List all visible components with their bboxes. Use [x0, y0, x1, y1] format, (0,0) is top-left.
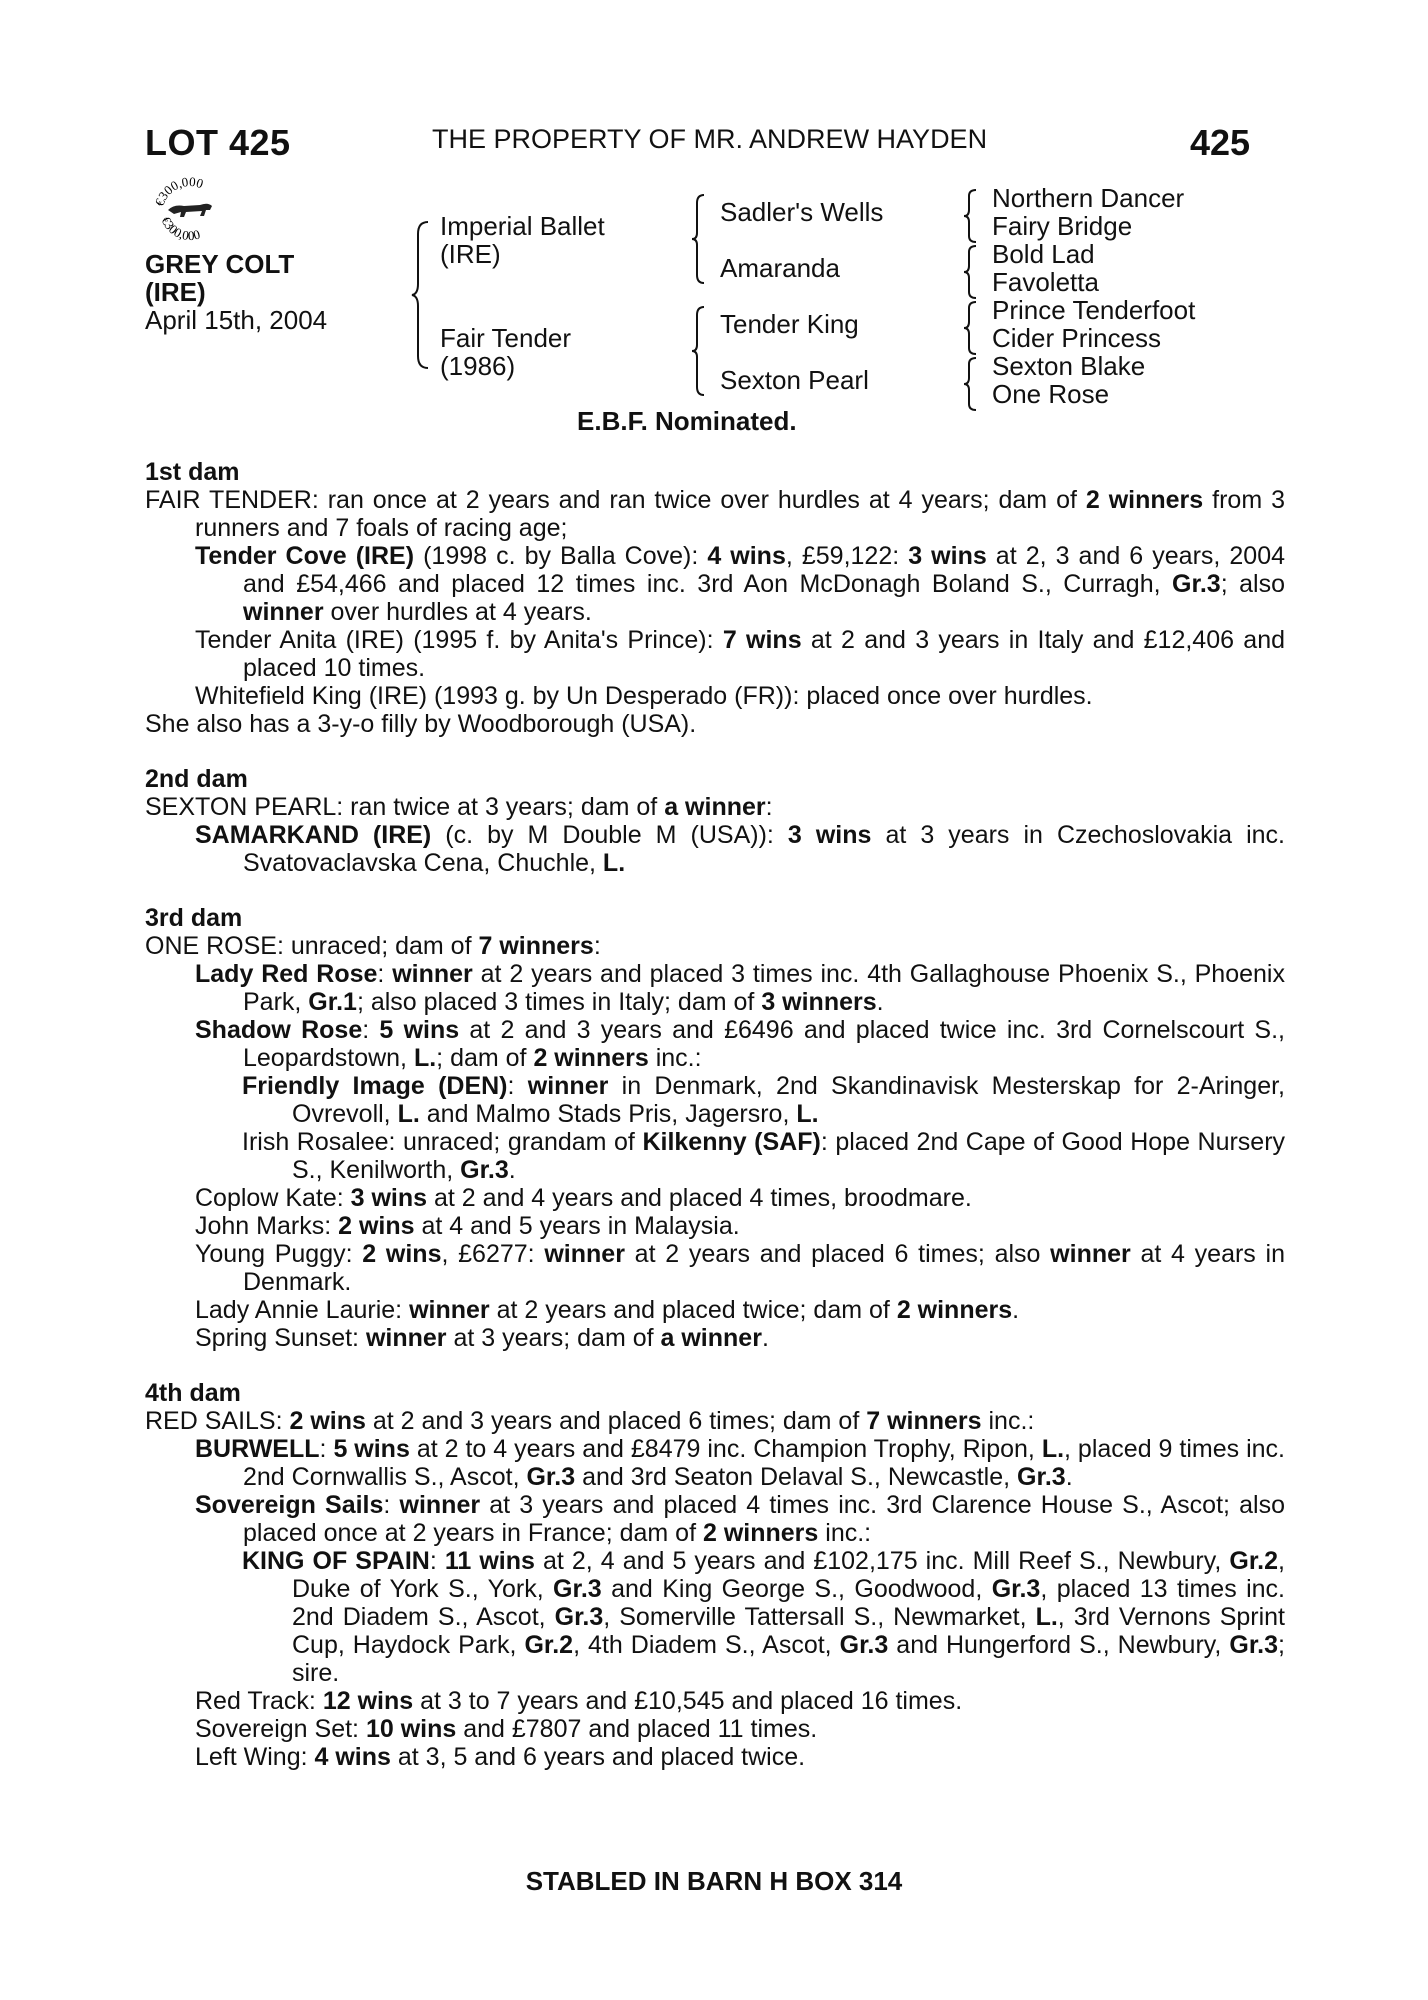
pedigree-gen2-3: Tender King: [720, 309, 859, 339]
lot-label: LOT 425: [145, 122, 291, 163]
progeny-entry: Tender Anita (IRE) (1995 f. by Anita's Prince): 7 wins at 2 and 3 years in Italy and £12,406 and placed 10 times.: [195, 626, 1285, 682]
pedigree-brace-g3-2: [962, 244, 978, 300]
progeny-entry: Lady Red Rose: winner at 2 years and placed 3 times inc. 4th Gallaghouse Phoenix S., Phoenix Park, Gr.1; also placed 3 times in Italy; dam of 3 winners.: [195, 960, 1285, 1016]
progeny-entry: BURWELL: 5 wins at 2 to 4 years and £8479 inc. Champion Trophy, Ripon, L., placed 9 times inc. 2nd Cornwallis S., Ascot, Gr.3 and 3rd Seaton Delaval S., Newcastle, Gr.3.: [195, 1435, 1285, 1491]
dam-entry: SEXTON PEARL: ran twice at 3 years; dam of a winner:: [145, 793, 773, 821]
pedigree-brace-g3-4: [962, 356, 978, 412]
horse-description: [145, 250, 327, 334]
pedigree-gen2-1: Sadler's Wells: [720, 197, 884, 227]
progeny-entry: Spring Sunset: winner at 3 years; dam of a winner.: [195, 1324, 769, 1352]
pedigree-gen3-4: Favoletta: [992, 267, 1099, 297]
progeny-entry: Friendly Image (DEN): winner in Denmark, 2nd Skandinavisk Mesterskap for 2-Aringer, Ovrevoll, L. and Malmo Stads Pris, Jagersro, L.: [242, 1072, 1285, 1128]
dam-entry: ONE ROSE: unraced; dam of 7 winners:: [145, 932, 601, 960]
section-4th-dam: 4th dam: [145, 1379, 241, 1407]
progeny-entry: Irish Rosalee: unraced; grandam of Kilkenny (SAF): placed 2nd Cape of Good Hope Nursery S., Kenilworth, Gr.3.: [242, 1128, 1286, 1184]
note-entry: She also has a 3-y-o filly by Woodborough (USA).: [145, 710, 697, 738]
pedigree-brace-sire: [690, 193, 706, 285]
horse-sex-colour: GREY COLT: [145, 249, 295, 279]
progeny-entry: KING OF SPAIN: 11 wins at 2, 4 and 5 years and £102,175 inc. Mill Reef S., Newbury, Gr.2, Duke of York S., York, Gr.3 and King George S., Goodwood, Gr.3, placed 13 times inc. 2nd Diadem S., Ascot, Gr.3, Somerville Tattersall S., Newmarket, L., 3rd Vernons Sprint Cup, Haydock Park, Gr.2, 4th Diadem S., Ascot, Gr.3 and Hungerford S., Newbury, Gr.3; sire.: [242, 1547, 1285, 1687]
progeny-entry: Young Puggy: 2 wins, £6277: winner at 2 years and placed 6 times; also winner at 4 years in Denmark.: [195, 1240, 1285, 1296]
progeny-entry: Red Track: 12 wins at 3 to 7 years and £10,545 and placed 16 times.: [195, 1687, 963, 1715]
dam-entry: RED SAILS: 2 wins at 2 and 3 years and placed 6 times; dam of 7 winners inc.:: [145, 1407, 1035, 1435]
pedigree-brace-gen1: [410, 220, 430, 370]
pedigree-gen2-4: Sexton Pearl: [720, 365, 869, 395]
progeny-entry: Tender Cove (IRE) (1998 c. by Balla Cove): 4 wins, £59,122: 3 wins at 2, 3 and 6 years, 2004 and £54,466 and placed 12 times inc. 3rd Aon McDonagh Boland S., Curragh, Gr.3; also winner over hurdles at 4 years.: [195, 542, 1286, 626]
pedigree-gen3-8: One Rose: [992, 379, 1110, 409]
pedigree-dam: Fair Tender (1986): [440, 323, 572, 381]
dam-entry: FAIR TENDER: ran once at 2 years and ran twice over hurdles at 4 years; dam of 2 winners from 3 runners and 7 foals of racing age;: [145, 486, 1285, 542]
price-seal-icon: [150, 170, 230, 250]
pedigree-gen3-6: Cider Princess: [992, 323, 1162, 353]
progeny-entry: Whitefield King (IRE) (1993 g. by Un Desperado (FR)): placed once over hurdles.: [195, 682, 1093, 710]
progeny-entry: Left Wing: 4 wins at 3, 5 and 6 years and placed twice.: [195, 1743, 806, 1771]
pedigree-brace-g3-3: [962, 300, 978, 356]
progeny-entry: Shadow Rose: 5 wins at 2 and 3 years and £6496 and placed twice inc. 3rd Cornelscourt S., Leopardstown, L.; dam of 2 winners inc.:: [195, 1016, 1285, 1072]
property-owner: THE PROPERTY OF MR. ANDREW HAYDEN: [432, 124, 988, 154]
progeny-entry: John Marks: 2 wins at 4 and 5 years in Malaysia.: [195, 1212, 740, 1240]
horse-foaled: April 15th, 2004: [145, 305, 328, 335]
catalogue-body: [145, 458, 1285, 1771]
progeny-entry: Sovereign Sails: winner at 3 years and placed 4 times inc. 3rd Clarence House S., Ascot; also placed once at 2 years in France; dam of 2 winners inc.:: [195, 1491, 1285, 1547]
pedigree-gen3-7: Sexton Blake: [992, 351, 1146, 381]
progeny-entry: Coplow Kate: 3 wins at 2 and 4 years and placed 4 times, broodmare.: [195, 1184, 972, 1212]
pedigree-gen3-2: Fairy Bridge: [992, 211, 1133, 241]
pedigree-brace-dam: [690, 305, 706, 397]
progeny-entry: Lady Annie Laurie: winner at 2 years and placed twice; dam of 2 winners.: [195, 1296, 1020, 1324]
svg-text:€300,000: €300,000: [151, 173, 206, 209]
stabling-info: STABLED IN BARN H BOX 314: [525, 1866, 903, 1896]
pedigree-gen2-2: Amaranda: [720, 253, 840, 283]
pedigree-gen3-5: Prince Tenderfoot: [992, 295, 1196, 325]
section-1st-dam: 1st dam: [145, 458, 240, 486]
horse-country: (IRE): [145, 277, 206, 307]
pedigree-brace-g3-1: [962, 188, 978, 244]
pedigree-gen3-3: Bold Lad: [992, 239, 1095, 269]
pedigree-gen3-1: Northern Dancer: [992, 183, 1185, 213]
progeny-entry: SAMARKAND (IRE) (c. by M Double M (USA)): 3 wins at 3 years in Czechoslovakia inc. Svatovaclavska Cena, Chuchle, L.: [195, 821, 1285, 877]
lot-number: 425: [1190, 122, 1251, 163]
section-3rd-dam: 3rd dam: [145, 904, 243, 932]
ebf-nominated: E.B.F. Nominated.: [577, 406, 797, 436]
section-2nd-dam: 2nd dam: [145, 765, 248, 793]
svg-text:€300,000: €300,000: [158, 214, 202, 244]
pedigree-sire: Imperial Ballet (IRE): [440, 211, 605, 269]
progeny-entry: Sovereign Set: 10 wins and £7807 and placed 11 times.: [195, 1715, 818, 1743]
